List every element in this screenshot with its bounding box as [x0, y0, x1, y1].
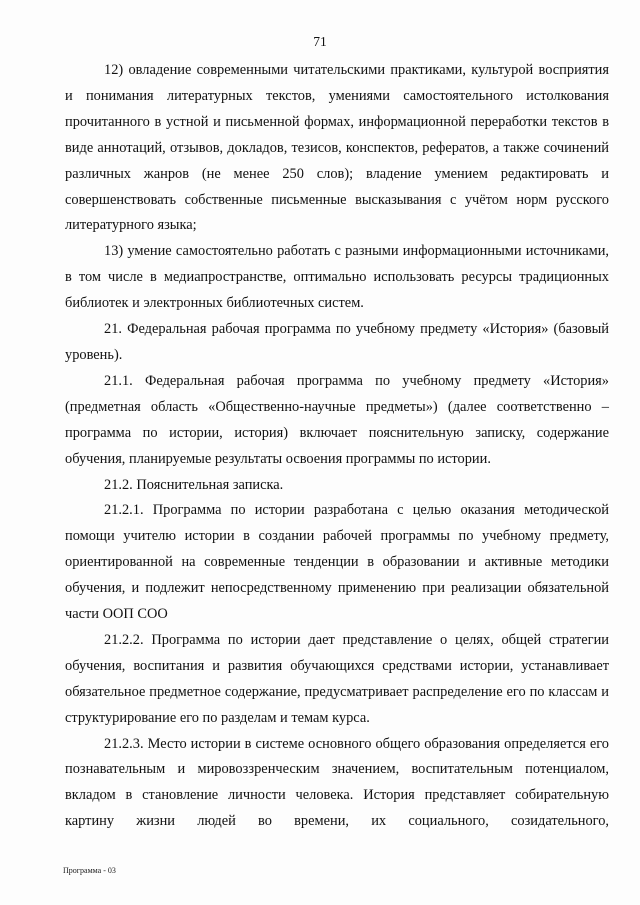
page-number: 71 — [313, 34, 327, 49]
paragraph-section-21: 21. Федеральная рабочая программа по учебному предмету «История» (базовый уровень). — [65, 321, 609, 363]
document-body — [65, 58, 609, 835]
paragraph-section-21-2-1: 21.2.1. Программа по истории разработана с целью оказания методической помощи учителю истории в создании рабочей программы по учебному предмету, ориентированной на современные тенденции в образовании и активные методики обучения, и подлежит непосредственному применению при реализации обязательной части ООП СОО — [65, 502, 609, 623]
page-footer: Программа - 03 — [63, 866, 116, 875]
paragraph-section-21-2-3: 21.2.3. Место истории в системе основного общего образования определяется его познавательным и мировоззренческим значением, воспитательным потенциалом, вкладом в становление личности человека. История представляет собирательную картину жизни людей во времени, их социального, созидательного, — [65, 735, 609, 830]
paragraph-item-12: 12) овладение современными читательскими практиками, культурой восприятия и понимания литературных текстов, умениями самостоятельного истолкования прочитанного в устной и письменной формах, информационной переработки текстов в виде аннотаций, отзывов, докладов, тезисов, конспектов, рефератов, а также сочинений различных жанров (не менее 250 слов); владение умением редактировать и совершенствовать собственные письменные высказывания с учётом норм русского литературного языка; — [65, 62, 609, 234]
paragraph-section-21-2: 21.2. Пояснительная записка. — [104, 476, 284, 493]
paragraph-section-21-1: 21.1. Федеральная рабочая программа по учебному предмету «История» (предметная область «Общественно-научные предметы») (далее соответственно – программа по истории, история) включает пояснительную записку, содержание обучения, планируемые результаты освоения программы по истории. — [65, 372, 609, 467]
paragraph-section-21-2-2: 21.2.2. Программа по истории дает представление о целях, общей стратегии обучения, воспитания и развития обучающихся средствами истории, устанавливает обязательное предметное содержание, предусматривает распределение его по классам и структурирование его по разделам и темам курса. — [65, 631, 609, 726]
paragraph-item-13: 13) умение самостоятельно работать с разными информационными источниками, в том числе в медиапространстве, оптимально использовать ресурсы традиционных библиотек и электронных библиотечных систем. — [65, 243, 609, 312]
